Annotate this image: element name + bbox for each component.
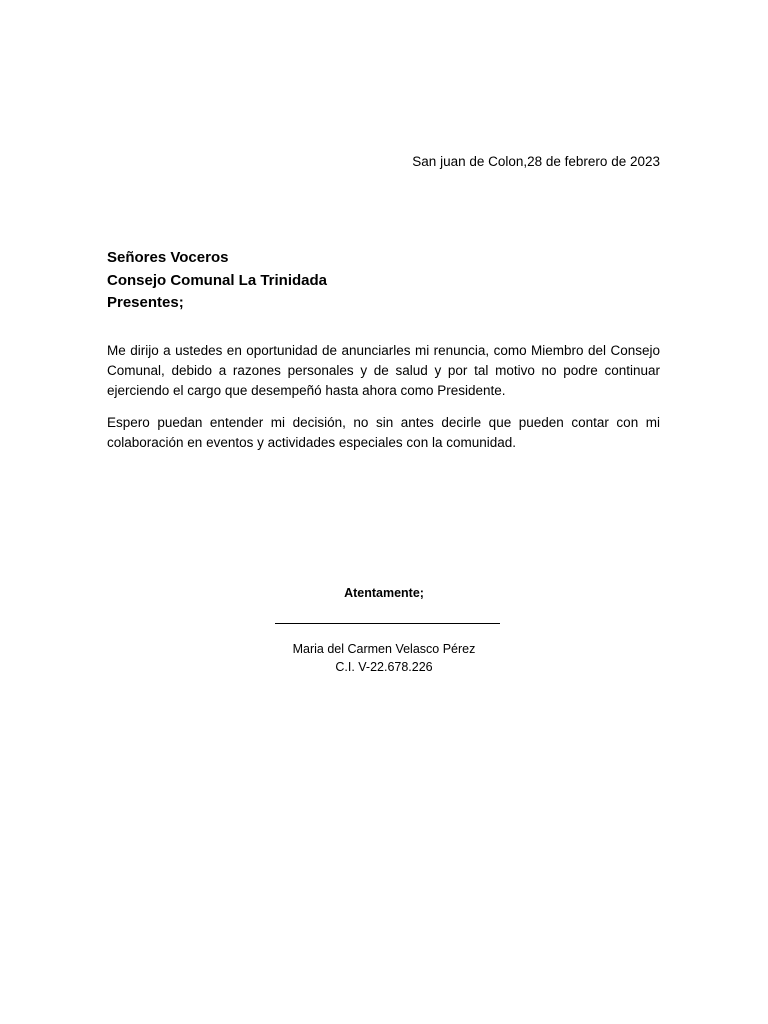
recipient-block <box>107 247 327 315</box>
body-paragraph-2: Espero puedan entender mi decisión, no sin antes decirle que pueden contar con mi colaboración en eventos y actividades especiales con la comunidad. <box>107 415 660 450</box>
recipient-line-2: Consejo Comunal La Trinidada <box>107 271 328 289</box>
signature-line <box>275 623 500 624</box>
signer-id: C.I. V-22.678.226 <box>335 660 433 674</box>
recipient-line-1: Señores Voceros <box>107 249 229 266</box>
body-paragraph-1: Me dirijo a ustedes en oportunidad de anunciarles mi renuncia, como Miembro del Consejo Comunal, debido a razones personales y de salud y por tal motivo no podre continuar ejerciendo el cargo que desempeñó hasta ahora como Presidente. <box>107 343 660 398</box>
signer-name: Maria del Carmen Velasco Pérez <box>292 642 476 656</box>
recipient-line-3: Presentes; <box>107 294 184 311</box>
date-line: San juan de Colon,28 de febrero de 2023 <box>412 154 660 169</box>
closing-text: Atentamente; <box>344 586 424 600</box>
signer-block <box>0 640 768 676</box>
